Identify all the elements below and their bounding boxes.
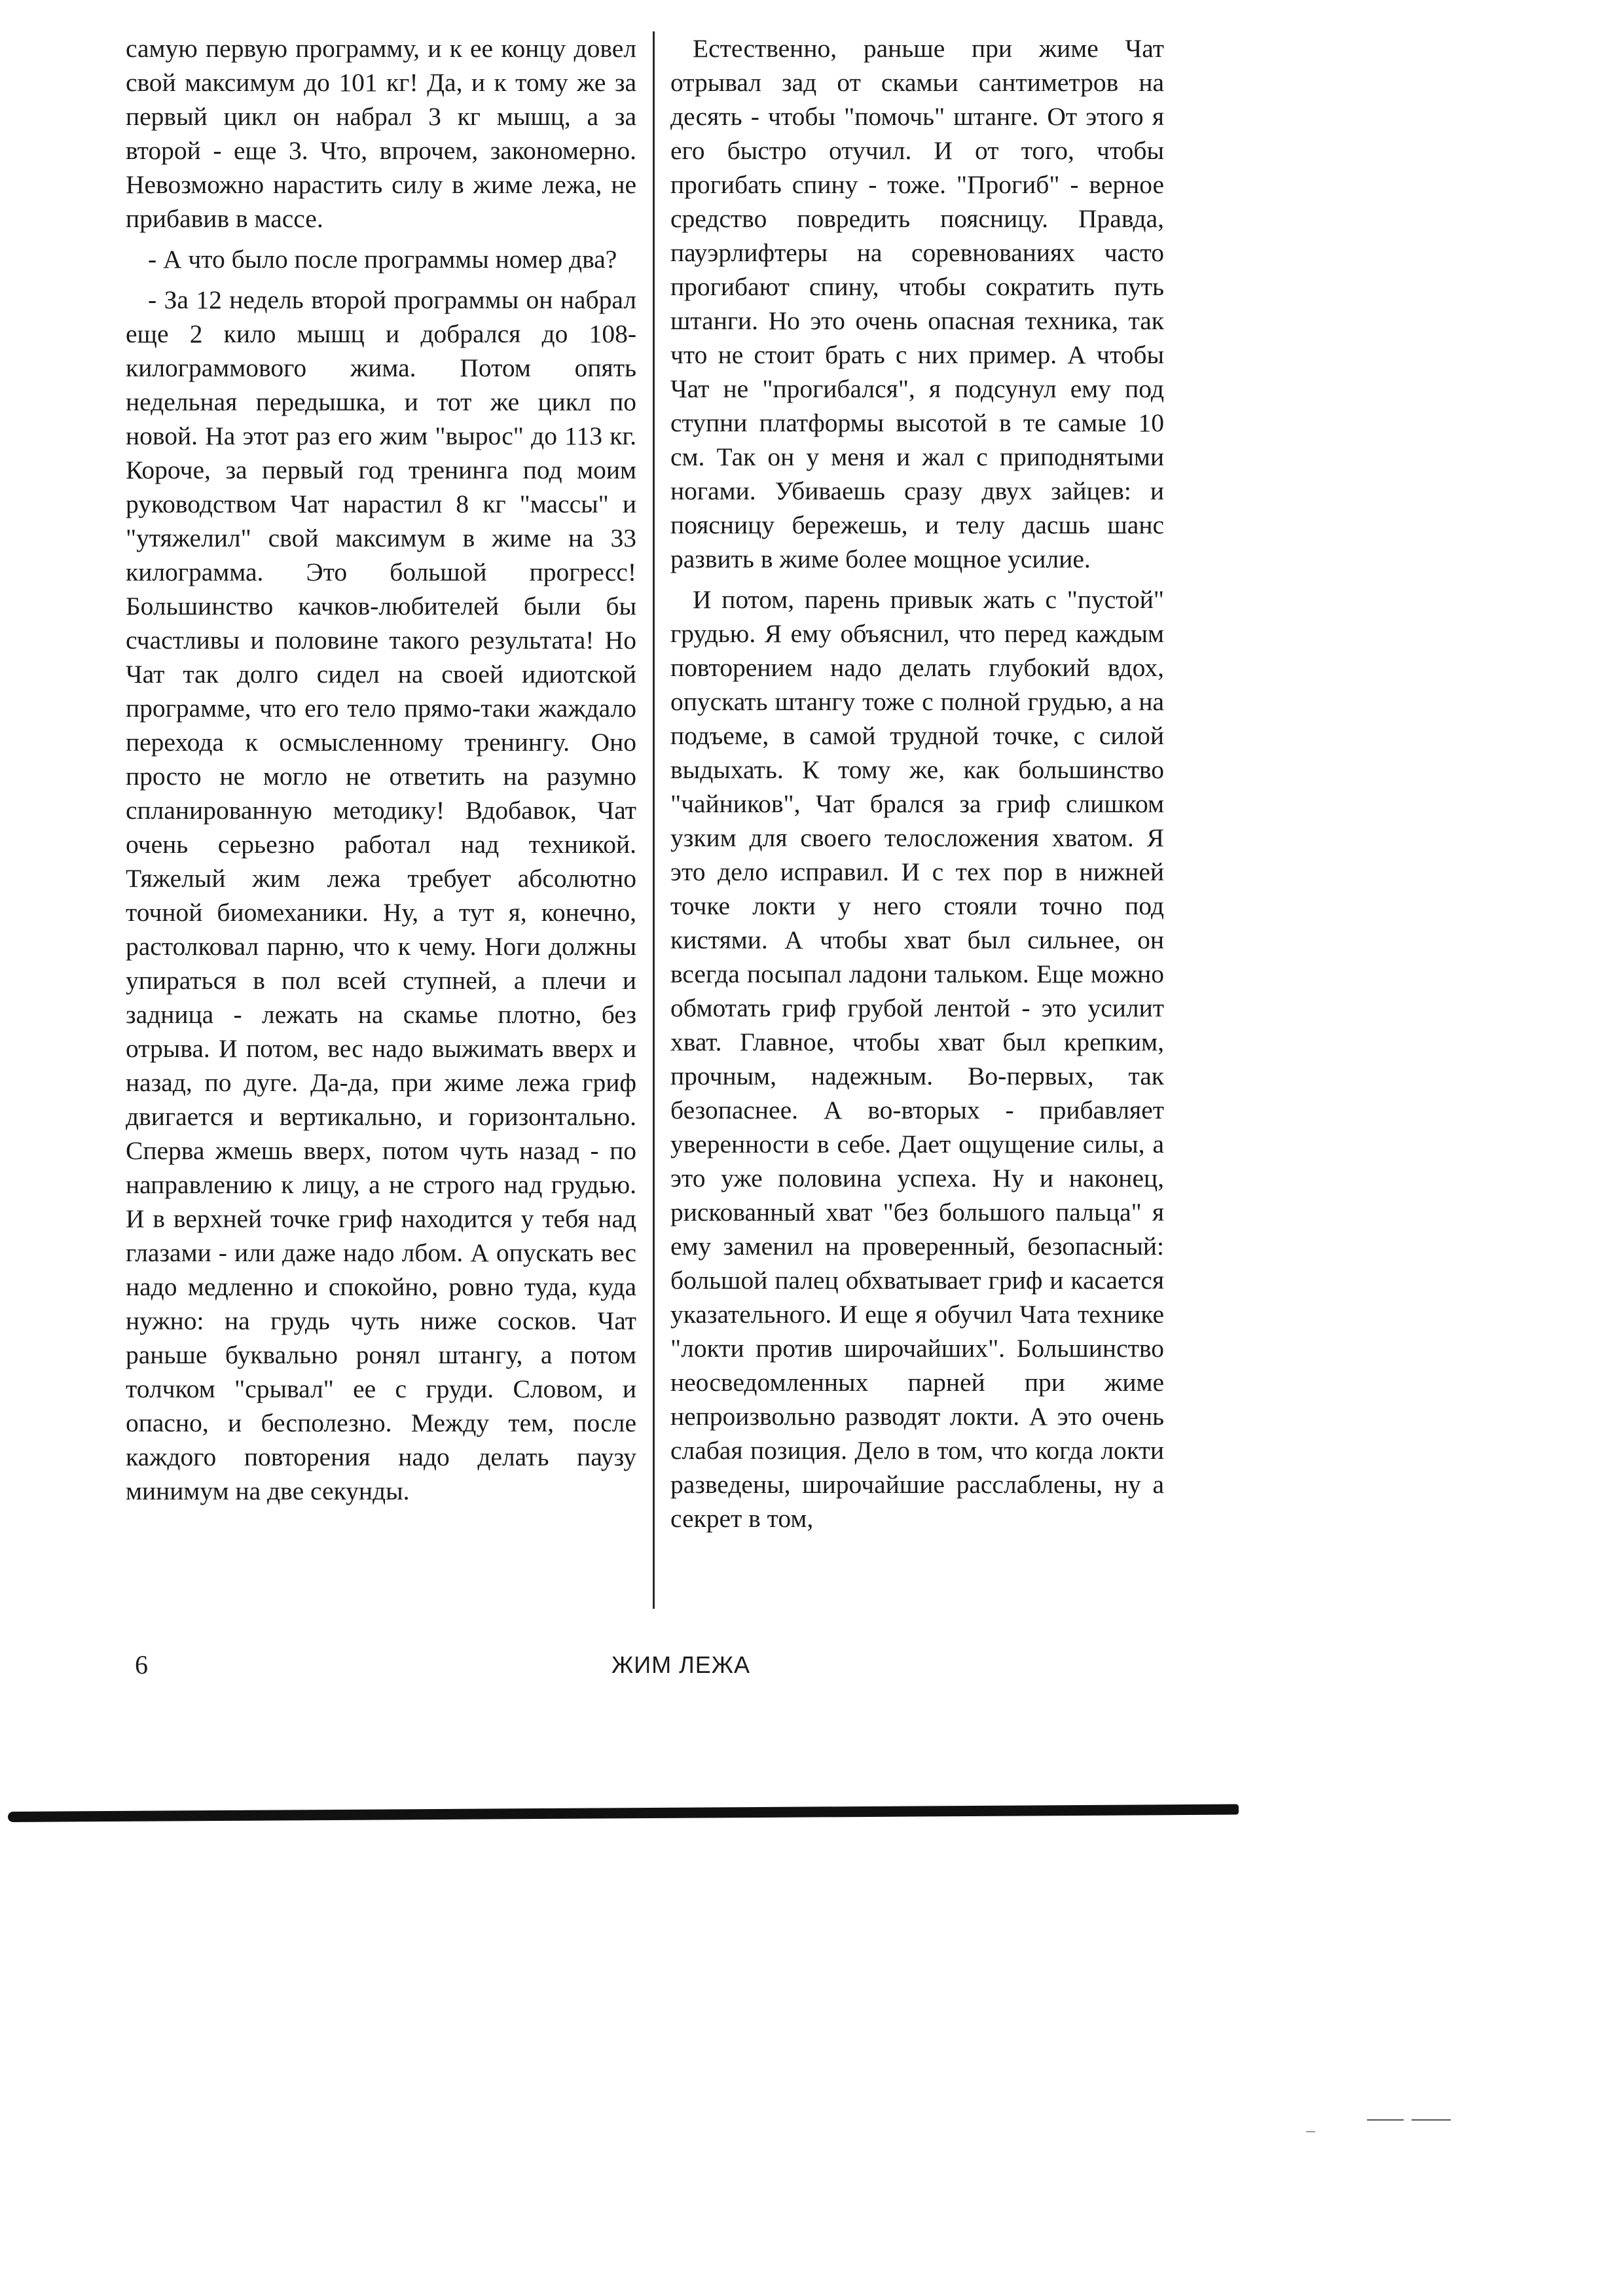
scan-mark (1412, 2119, 1451, 2121)
scan-mark (1367, 2119, 1404, 2121)
right-paragraph-1: Естественно, раньше при жиме Чат отрывал зад от скамьи сантиметров на десять - чтобы "помочь" штанге. От этого я его быстро отучил. И от того, чтобы прогибать спину - тоже. "Прогиб" - верное средство повредить поясницу. Правда, пауэрлифтеры на соревнованиях часто прогибают спину, чтобы сократить путь штанги. Но это очень опасная техника, так что не стоит брать с них пример. А чтобы Чат не "прогибался", я подсунул ему под ступни платформы высотой в те самые 10 см. Так он у меня и жал с приподнятыми ногами. Убиваешь сразу двух зайцев: и поясницу бережешь, и телу дасшь шанс развить в жиме более мощное усилие. (670, 34, 1164, 573)
column-divider-rule (653, 31, 655, 1609)
scan-edge-bar (8, 1804, 1239, 1822)
left-paragraph-3: - За 12 недель второй программы он набрал еще 2 кило мышц и добрался до 108-килограммового жима. Потом опять недельная передышка, и тот же цикл по новой. На этот раз его жим "вырос" до 113 кг. Короче, за первый год тренинга под моим руководством Чат нарастил 8 кг "массы" и "утяжелил" свой максимум в жиме на 33 килограмма. Это большой прогресс! Большинство качков-любителей были бы счастливы и половине такого результата! Но Чат так долго сидел на своей идиотской программе, что его тело прямо-таки жаждало перехода к осмысленному тренингу. Оно просто не могло не ответить на разумно спланированную методику! Вдобавок, Чат очень серьезно работал над техникой. Тяжелый жим лежа требует абсолютно точной биомеханики. Ну, а тут я, конечно, растолковал парню, что к чему. Ноги должны упираться в пол всей ступней, а плечи и задница - лежать на скамье плотно, без отрыва. И потом, вес надо выжимать вверх и назад, по дуге. Да-да, при жиме лежа гриф двигается и вертикально, и горизонтально. Сперва жмешь вверх, потом чуть назад - по направлению к лицу, а не строго над грудью. И в верхней точке гриф находится у тебя над глазами - или даже надо лбом. А опускать вес надо медленно и спокойно, ровно туда, куда нужно: на грудь чуть ниже сосков. Чат раньше буквально ронял штангу, а потом толчком "срывал" ее с груди. Словом, и опасно, и бесполезно. Между тем, после каждого повторения надо делать паузу минимум на две секунды. (126, 285, 636, 1505)
page-number: 6 (135, 1650, 148, 1679)
running-title: ЖИМ ЛЕЖА (611, 1651, 750, 1678)
left-paragraph-1: самую первую программу, и к ее концу довел свой максимум до 101 кг! Да, и к тому же за первый цикл он набрал 3 кг мышц, а за второй - еще 3. Что, впрочем, закономерно. Невозможно нарастить силу в жиме лежа, не прибавив в массе. (126, 34, 636, 233)
right-text-column (670, 31, 1164, 1542)
left-text-column (126, 31, 636, 1515)
left-paragraph-2: - А что было после программы номер два? (148, 245, 617, 274)
scan-mark (1306, 2131, 1315, 2132)
right-paragraph-2: И потом, парень привык жать с "пустой" грудью. Я ему объяснил, что перед каждым повторением надо делать глубокий вдох, опускать штангу тоже с полной грудью, а на подъеме, в самой трудной точке, с силой выдыхать. К тому же, как большинство "чайников", Чат брался за гриф слишком узким для своего телосложения хватом. Я это дело исправил. И с тех пор в нижней точке локти у него стояли точно под кистями. А чтобы хват был сильнее, он всегда посыпал ладони тальком. Еще можно обмотать гриф грубой лентой - это усилит хват. Главное, чтобы хват был крепким, прочным, надежным. Во-первых, так безопаснее. А во-вторых - прибавляет уверенности в себе. Дает ощущение силы, а это уже половина успеха. Ну и наконец, рискованный хват "без большого пальца" я ему заменил на проверенный, безопасный: большой палец обхватывает гриф и касается указательного. И еще я обучил Чата технике "локти против широчайших". Большинство неосведомленных парней при жиме непроизвольно разводят локти. А это очень слабая позиция. Дело в том, что когда локти разведены, широчайшие расслаблены, ну а секрет в том, (670, 585, 1164, 1533)
